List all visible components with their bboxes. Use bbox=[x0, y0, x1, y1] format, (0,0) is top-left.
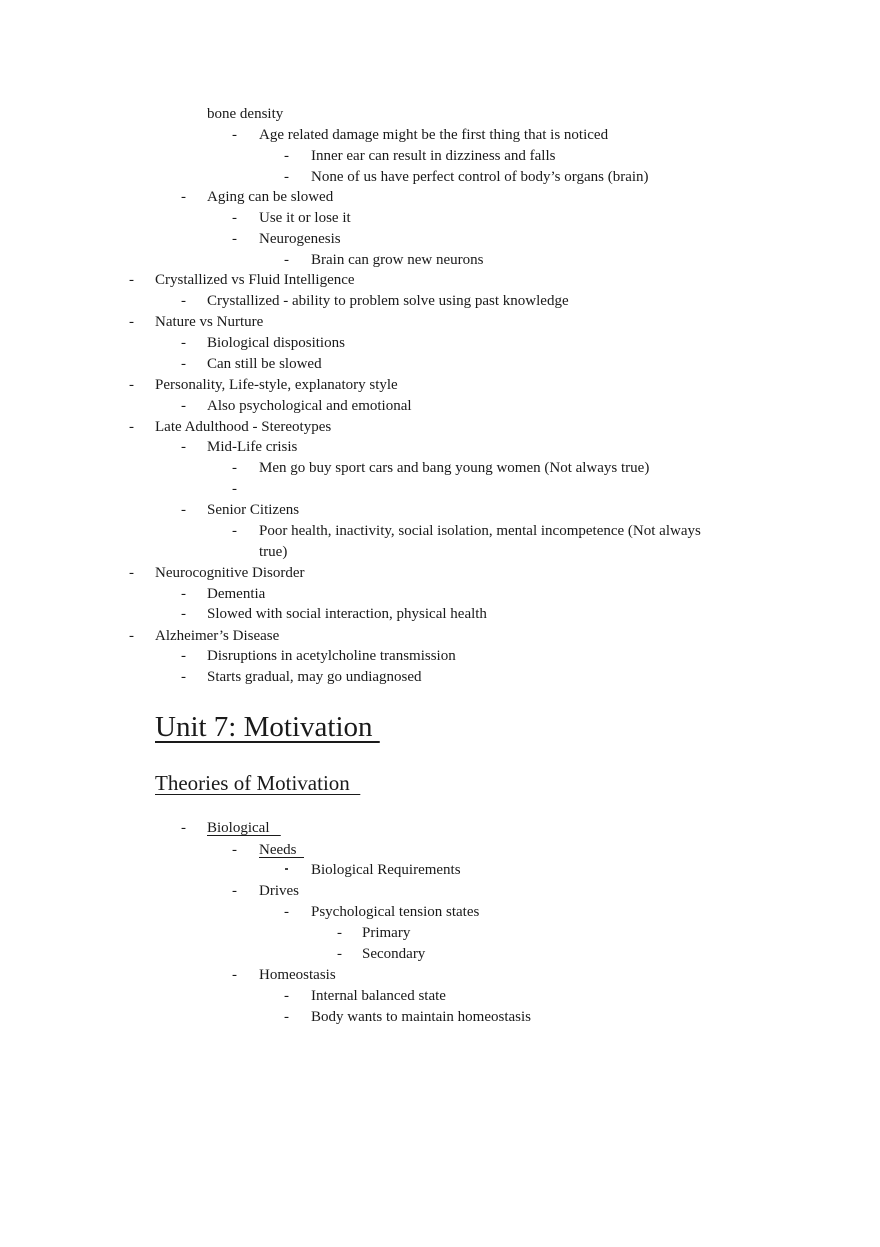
list-item: Starts gradual, may go undiagnosed bbox=[207, 669, 422, 685]
list-item: Crystallized - ability to problem solve using past knowledge bbox=[207, 293, 569, 309]
bullet-dash: - bbox=[232, 231, 237, 247]
list-item: Crystallized vs Fluid Intelligence bbox=[155, 272, 355, 288]
list-item: Disruptions in acetylcholine transmission bbox=[207, 648, 456, 664]
list-item: Secondary bbox=[362, 946, 426, 962]
bullet-dash: - bbox=[181, 335, 186, 351]
list-item: Primary bbox=[362, 925, 411, 941]
bullet-dash: - bbox=[181, 439, 186, 455]
list-item: Nature vs Nurture bbox=[155, 314, 264, 330]
list-item: Senior Citizens bbox=[207, 502, 300, 518]
bullet-dash: - bbox=[129, 314, 134, 330]
bullet-dash: - bbox=[129, 628, 134, 644]
bullet-dash: - bbox=[129, 272, 134, 288]
bullet-dash: - bbox=[232, 967, 237, 983]
list-item: Men go buy sport cars and bang young women (Not always true) bbox=[259, 460, 650, 476]
list-item-continuation: true) bbox=[259, 544, 288, 560]
bullet-dash: - bbox=[181, 189, 186, 205]
bullet-dash: - bbox=[181, 293, 186, 309]
list-item: Age related damage might be the first thing that is noticed bbox=[259, 127, 609, 143]
list-item: None of us have perfect control of body’s organs (brain) bbox=[311, 169, 649, 185]
list-item: Biological Requirements bbox=[311, 862, 461, 878]
bullet-dash: - bbox=[284, 988, 289, 1004]
list-item: Slowed with social interaction, physical health bbox=[207, 606, 487, 622]
list-item: Inner ear can result in dizziness and falls bbox=[311, 148, 556, 164]
list-item: Can still be slowed bbox=[207, 356, 322, 372]
bullet-dash: - bbox=[232, 127, 237, 143]
list-item: Personality, Life-style, explanatory style bbox=[155, 377, 398, 393]
bullet-dash: - bbox=[284, 169, 289, 185]
bullet-dash: - bbox=[129, 565, 134, 581]
bullet-dash: - bbox=[181, 648, 186, 664]
list-item: Also psychological and emotional bbox=[207, 398, 412, 414]
bullet-dash: - bbox=[181, 586, 186, 602]
bullet-dash: - bbox=[284, 904, 289, 920]
list-item: Neurogenesis bbox=[259, 231, 341, 247]
list-item: Alzheimer’s Disease bbox=[155, 628, 280, 644]
list-item: Homeostasis bbox=[259, 967, 336, 983]
list-item: Biological bbox=[207, 820, 281, 836]
list-item: Mid-Life crisis bbox=[207, 439, 298, 455]
bullet-dash: - bbox=[181, 669, 186, 685]
bullet-dash: - bbox=[181, 606, 186, 622]
list-item: Aging can be slowed bbox=[207, 189, 334, 205]
list-item: Use it or lose it bbox=[259, 210, 351, 226]
bullet-dash: - bbox=[337, 946, 342, 962]
list-item: Psychological tension states bbox=[311, 904, 480, 920]
bullet-dash: - bbox=[284, 252, 289, 268]
list-item: Late Adulthood - Stereotypes bbox=[155, 419, 332, 435]
bullet-dash: - bbox=[181, 820, 186, 836]
list-item: Needs bbox=[259, 842, 304, 858]
list-item: Brain can grow new neurons bbox=[311, 252, 484, 268]
bullet-dash: - bbox=[129, 377, 134, 393]
bullet-dash: - bbox=[284, 148, 289, 164]
bullet-dash: - bbox=[181, 398, 186, 414]
bullet-dash: - bbox=[232, 481, 237, 497]
unit-heading: Unit 7: Motivation bbox=[155, 711, 380, 743]
bullet-dash: - bbox=[232, 842, 237, 858]
bullet-dash: - bbox=[181, 356, 186, 372]
bullet-dash: - bbox=[337, 925, 342, 941]
bullet-dash: - bbox=[232, 210, 237, 226]
bullet-dash: - bbox=[232, 883, 237, 899]
section-heading: Theories of Motivation bbox=[155, 771, 361, 795]
list-item: Poor health, inactivity, social isolation, mental incompetence (Not always bbox=[259, 523, 701, 539]
list-item: Drives bbox=[259, 883, 299, 899]
list-item: Dementia bbox=[207, 586, 266, 602]
bullet-dash: - bbox=[232, 460, 237, 476]
bullet-dash: - bbox=[129, 419, 134, 435]
list-item: Biological dispositions bbox=[207, 335, 345, 351]
list-item: bone density bbox=[207, 106, 284, 122]
bullet-dash: - bbox=[181, 502, 186, 518]
list-item: Neurocognitive Disorder bbox=[155, 565, 305, 581]
bullet-dash: - bbox=[284, 1009, 289, 1025]
bullet-dot bbox=[285, 868, 288, 870]
bullet-dash: - bbox=[232, 523, 237, 539]
list-item: Internal balanced state bbox=[311, 988, 446, 1004]
list-item: Body wants to maintain homeostasis bbox=[311, 1009, 531, 1025]
